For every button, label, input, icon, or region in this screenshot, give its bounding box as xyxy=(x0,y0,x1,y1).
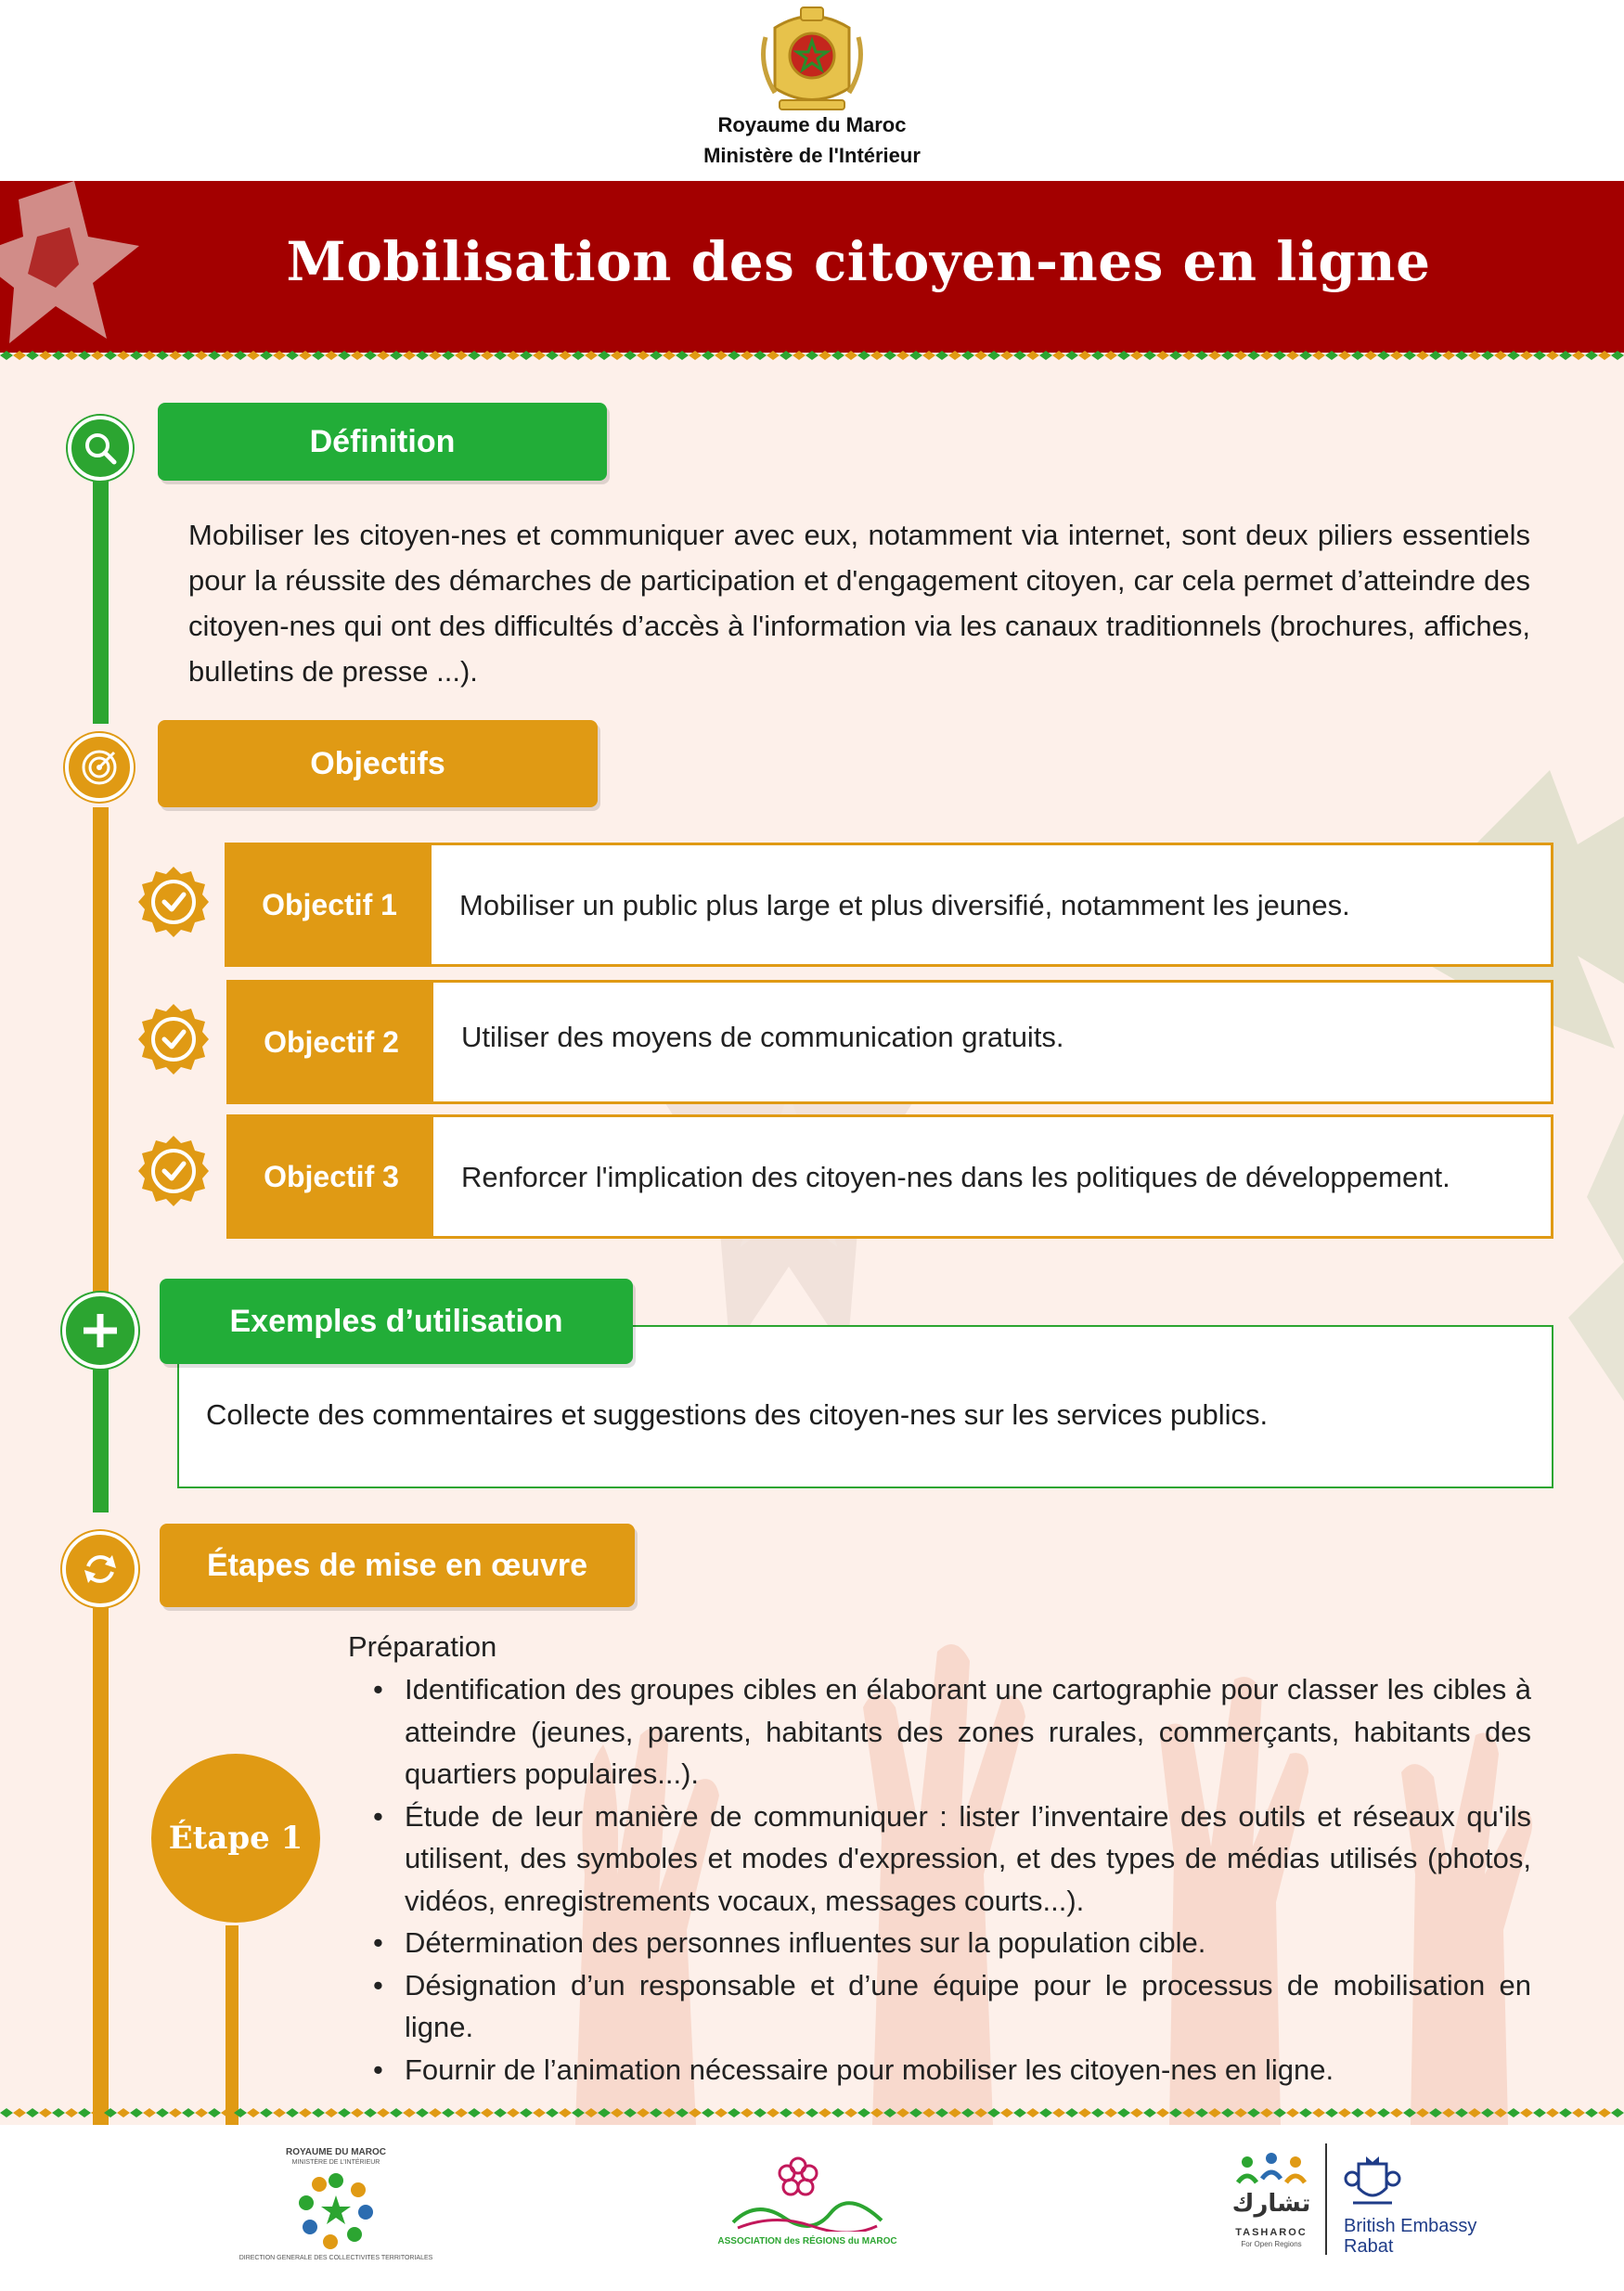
objective-2-box xyxy=(226,980,1553,1104)
footer-logo-1-title: ROYAUME DU MAROC xyxy=(286,2147,386,2157)
objective-3-box xyxy=(226,1114,1553,1239)
decorative-border-bottom xyxy=(0,2108,1624,2117)
objective-2-text: Utiliser des moyens de communication gratuits. xyxy=(461,1021,1064,1053)
examples-text: Collecte des commentaires et suggestions des citoyen-nes sur les services publics. xyxy=(206,1398,1269,1431)
objectives-heading: Objectifs xyxy=(158,720,598,807)
refresh-cycle-icon xyxy=(62,1531,138,1607)
list-item: • Désignation d’un responsable et d’une équipe pour le processus de mobilisation en ligne. xyxy=(351,1964,1531,2049)
check-badge-icon xyxy=(136,1134,211,1208)
footer-logo-1-subtitle: MINISTÈRE DE L'INTÉRIEUR xyxy=(291,2159,380,2166)
timeline-line-definition xyxy=(93,473,109,724)
coat-of-arms-emblem xyxy=(756,0,868,116)
page-title: Mobilisation des citoyen-nes en ligne xyxy=(286,230,1431,293)
objective-3-text: Renforcer l'implication des citoyen-nes dans les politiques de développement. xyxy=(461,1160,1450,1193)
royal-crest-icon xyxy=(1344,2155,1401,2208)
objective-1-label: Objectif 1 xyxy=(227,845,432,964)
list-item: • Détermination des personnes influentes sur la population cible. xyxy=(351,1922,1531,1964)
footer-logo-2-text: ASSOCIATION des RÉGIONS du MAROC xyxy=(717,2236,897,2246)
footer-logo-3-arabic: تشارك xyxy=(1231,2190,1311,2218)
step-1-line xyxy=(226,1925,238,2130)
search-icon xyxy=(68,416,133,481)
footer-divider xyxy=(1325,2143,1327,2255)
footer-logo-4-line1: British Embassy xyxy=(1344,2216,1477,2236)
objective-1-box xyxy=(225,843,1553,967)
objective-2-label: Objectif 2 xyxy=(229,983,433,1101)
banner-star-decoration xyxy=(0,181,158,353)
timeline-line-steps xyxy=(93,1596,109,2130)
definition-text: Mobiliser les citoyen-nes et communiquer avec eux, notamment via internet, sont deux piliers essentiels pour la réussite des démarches de participation et d'engagement citoyen, car cela permet d’atteindre des citoyen-nes qui ont des difficultés d’accès à l'information via les canaux traditionnels (brochures, affiches, bulletins de presse ...). xyxy=(188,519,1530,688)
footer-logo-3-sub: For Open Regions xyxy=(1241,2240,1302,2248)
timeline-line-examples xyxy=(93,1369,109,1512)
dgct-logo xyxy=(297,2171,375,2249)
objective-1-text: Mobiliser un public plus large et plus diversifié, notamment les jeunes. xyxy=(459,888,1350,921)
timeline-line-objectives xyxy=(93,807,109,1299)
step-1-bullet-list xyxy=(351,1668,1531,2091)
footer-logo-4-line2: Rabat xyxy=(1344,2236,1394,2257)
step-1-title: Préparation xyxy=(348,1630,497,1663)
target-icon xyxy=(65,733,134,802)
step-1-badge: Étape 1 xyxy=(151,1754,320,1923)
list-item: • Identification des groupes cibles en élaborant une cartographie pour classer les cibles à atteindre (jeunes, parents, habitants des zones rurales, commerçants, habitants des quartiers populaires...). xyxy=(351,1668,1531,1795)
list-item: • Étude de leur manière de communiquer : lister l’inventaire des outils et réseaux qu'ils utilisent, des symboles et modes d'expression, et des types de médias utilisés (photos, vidéos, enregistrements vocaux, messages courts...). xyxy=(351,1795,1531,1923)
tasharoc-people-icon xyxy=(1234,2151,1308,2188)
list-item: • Fournir de l’animation nécessaire pour mobiliser les citoyen-nes en ligne. xyxy=(351,2049,1531,2092)
plus-icon xyxy=(62,1293,138,1369)
check-badge-icon xyxy=(136,1002,211,1076)
header-ministry: Ministère de l'Intérieur xyxy=(703,144,921,167)
decorative-border-top xyxy=(0,351,1624,360)
steps-heading: Étapes de mise en œuvre xyxy=(160,1524,635,1607)
header-kingdom: Royaume du Maroc xyxy=(717,113,907,136)
definition-heading: Définition xyxy=(158,403,607,481)
footer-logo-3-latin: TASHAROC xyxy=(1235,2227,1308,2238)
check-badge-icon xyxy=(136,865,211,939)
objective-3-label: Objectif 3 xyxy=(229,1117,433,1236)
footer-logo-1-caption: DIRECTION GENERALE DES COLLECTIVITES TERRITORIALES xyxy=(238,2255,433,2261)
examples-heading: Exemples d’utilisation xyxy=(160,1279,633,1364)
arabic-calligraphy-logo xyxy=(728,2194,886,2232)
